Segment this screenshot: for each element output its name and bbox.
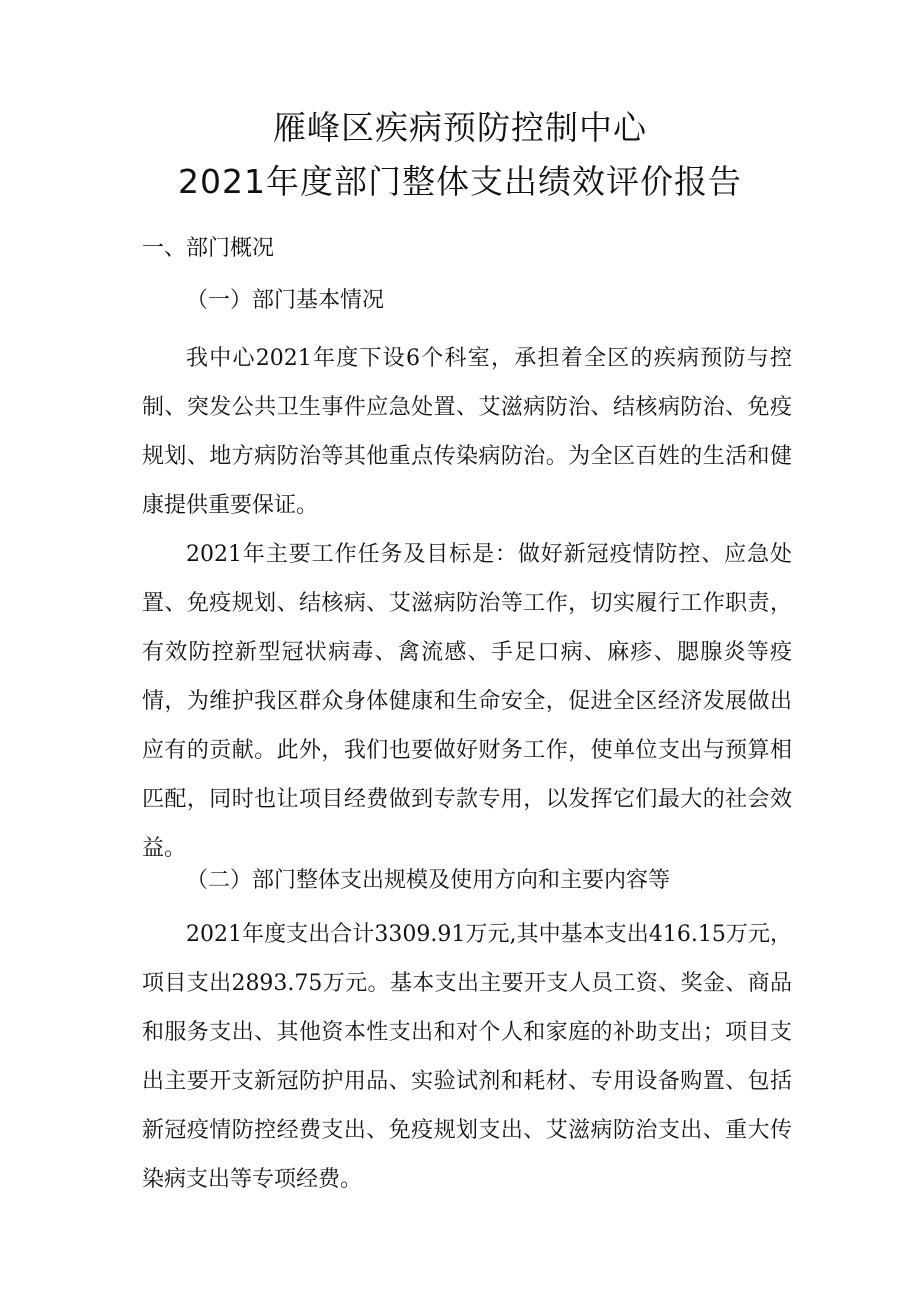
paragraph-basic-info: 我中心2021年度下设6个科室，承担着全区的疾病预防与控制、突发公共卫生事件应急处置、艾滋病防治、结核病防治、免疫规划、地方病防治等其他重点传染病防治。为全区百姓的生活和健康提供重要保证。 bbox=[142, 346, 792, 518]
document-title-line2: 2021年度部门整体支出绩效评价报告 bbox=[178, 162, 742, 201]
subsection-heading-basic-info: （一）部门基本情况 bbox=[186, 288, 385, 313]
subsection-heading-expenditure: （二）部门整体支出规模及使用方向和主要内容等 bbox=[186, 868, 671, 893]
section-heading-department-overview: 一、部门概况 bbox=[142, 236, 275, 261]
paragraph-main-tasks: 2021年主要工作任务及目标是：做好新冠疫情防控、应急处置、免疫规划、结核病、艾滋病防治等工作，切实履行工作职责，有效防控新型冠状病毒、禽流感、手足口病、麻疹、腮腺炎等疫情，为维护我区群众身体健康和生命安全，促进全区经济发展做出应有的贡献。此外，我们也要做好财务工作，使单位支出与预算相匹配，同时也让项目经费做到专款专用，以发挥它们最大的社会效益。 bbox=[142, 542, 792, 861]
document-title-line1: 雁峰区疾病预防控制中心 bbox=[273, 108, 647, 147]
paragraph-expenditure: 2021年度支出合计3309.91万元,其中基本支出416.15万元，项目支出2893.75万元。基本支出主要开支人员工资、奖金、商品和服务支出、其他资本性支出和对个人和家庭的补助支出；项目支出主要开支新冠防护用品、实验试剂和耗材、专用设备购置、包括新冠疫情防控经费支出、免疫规划支出、艾滋病防治支出、重大传染病支出等专项经费。 bbox=[142, 922, 792, 1192]
